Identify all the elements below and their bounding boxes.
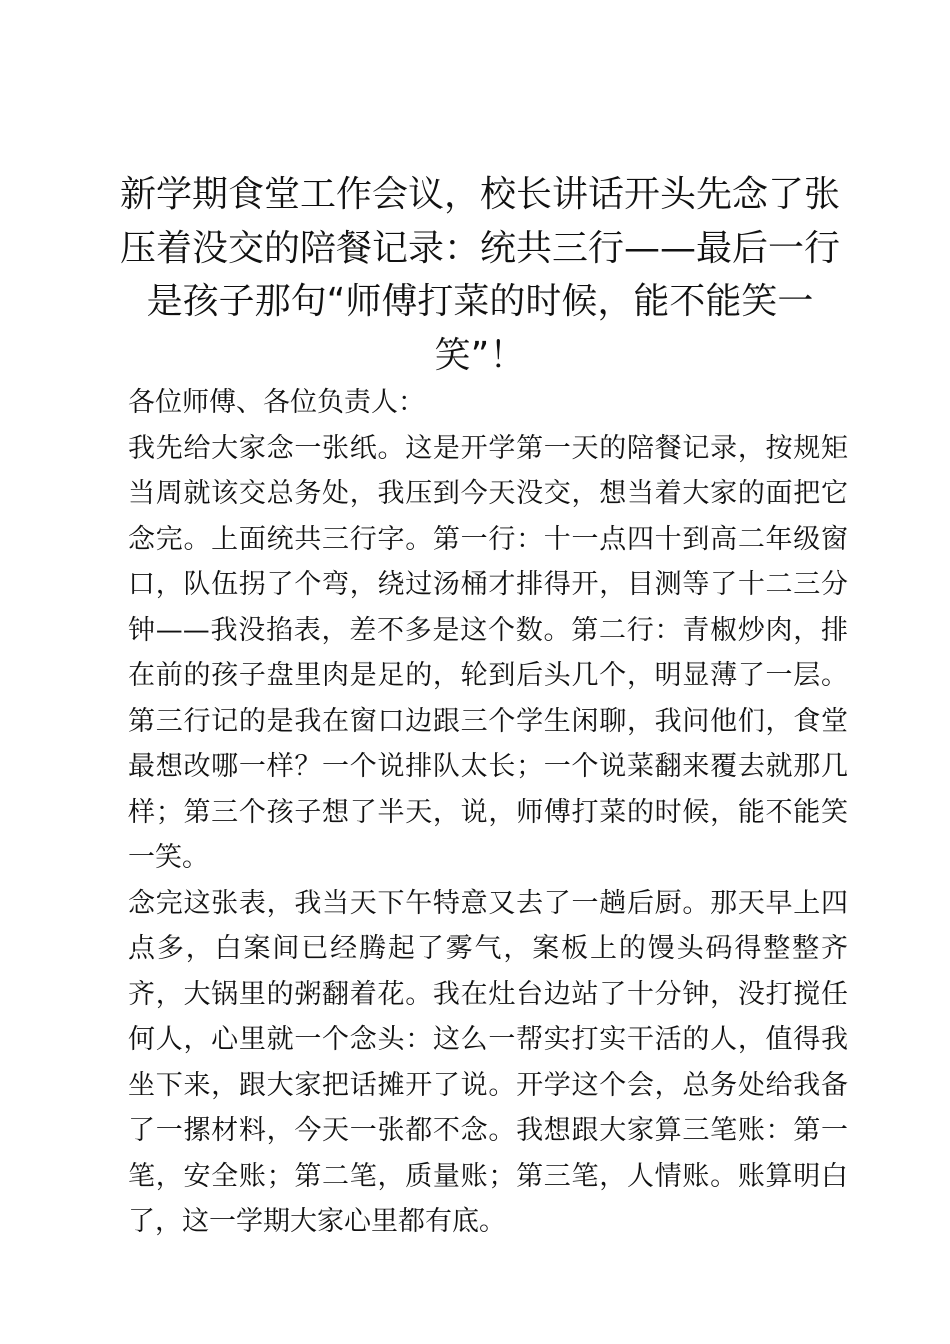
document-title: 新学期食堂工作会议，校长讲话开头先念了张压着没交的陪餐记录：统共三行——最后一行是孩子那句“师傅打菜的时候，能不能笑一笑”！ bbox=[119, 174, 840, 376]
salutation: 各位师傅、各位负责人： bbox=[128, 387, 425, 418]
paragraph-2: 念完这张表，我当天下午特意又去了一趟后厨。那天早上四点多，白案间已经腾起了雾气，案板上的馒头码得整整齐齐，大锅里的粥翻着花。我在灶台边站了十分钟，没打搅任何人，心里就一个念头：这么一帮实打实干活的人，值得我坐下来，跟大家把话摊开了说。开学这个会，总务处给我备了一摞材料，今天一张都不念。我想跟大家算三笔账：第一笔，安全账；第二笔，质量账；第三笔，人情账。账算明白了，这一学期大家心里都有底。 bbox=[128, 887, 848, 1237]
document-body bbox=[128, 380, 848, 1245]
paragraph-1: 我先给大家念一张纸。这是开学第一天的陪餐记录，按规矩当周就该交总务处，我压到今天没交，想当着大家的面把它念完。上面统共三行字。第一行：十一点四十到高二年级窗口，队伍拐了个弯，绕过汤桶才排得开，目测等了十二三分钟——我没掐表，差不多是这个数。第二行：青椒炒肉，排在前的孩子盘里肉是足的，轮到后头几个，明显薄了一层。第三行记的是我在窗口边跟三个学生闲聊，我问他们，食堂最想改哪一样？一个说排队太长；一个说菜翻来覆去就那几样；第三个孩子想了半天，说，师傅打菜的时候，能不能笑一笑。 bbox=[128, 432, 848, 873]
